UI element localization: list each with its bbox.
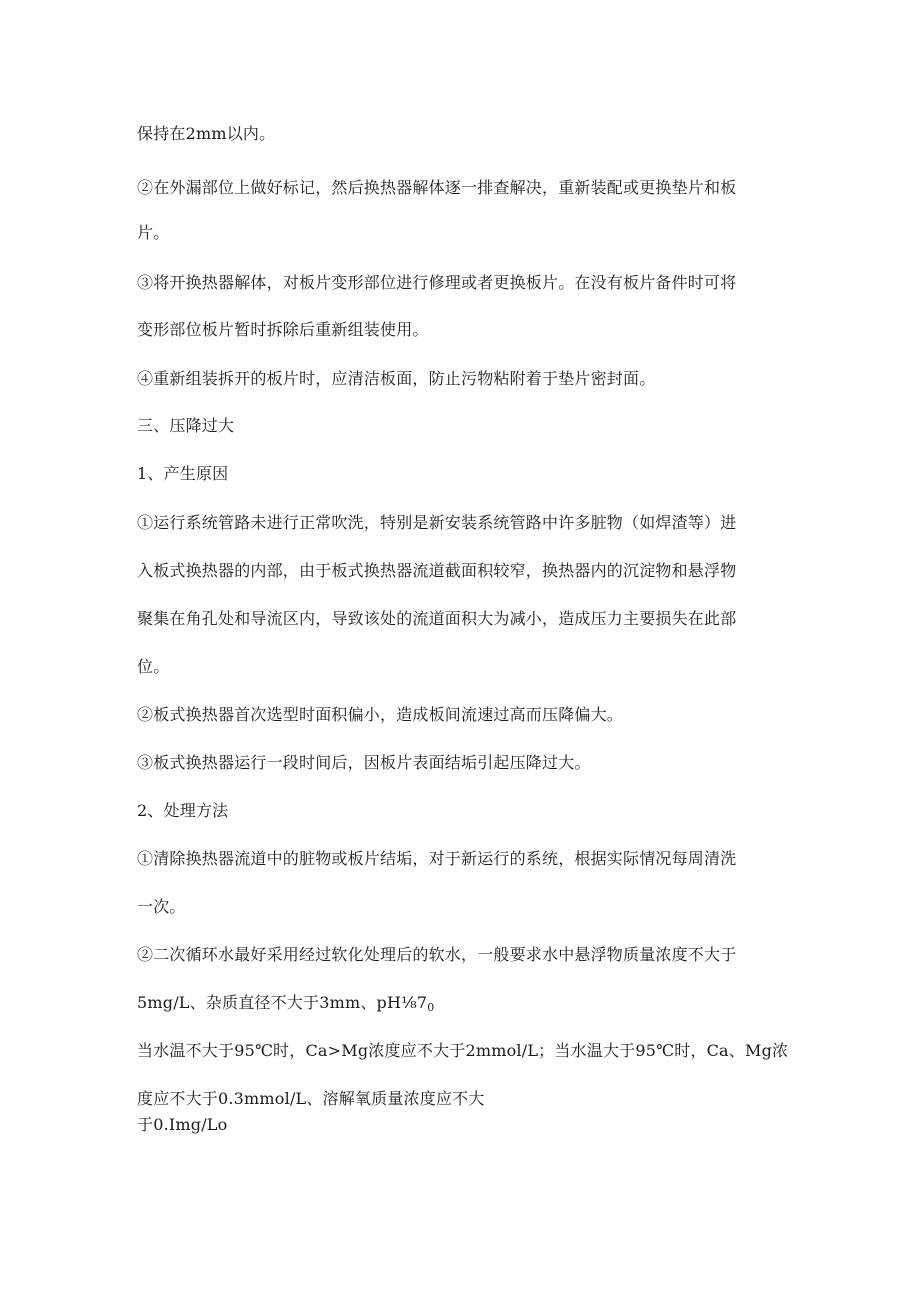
text-line-6: ④重新组装拆开的板片时，应清洁板面，防止污物粘附着于垫片密封面。 <box>137 369 656 388</box>
text-line-13: ②板式换热器首次选型时面积偏小，造成板间流速过高而压降偏大。 <box>137 705 624 724</box>
text-line-4: ③将开换热器解体，对板片变形部位进行修理或者更换板片。在没有板片备件时可将 <box>137 273 737 292</box>
text-line-12: 位。 <box>137 657 170 676</box>
text-line-19-subscript: 0 <box>427 1001 435 1014</box>
subheading-causes: 1、产生原因 <box>137 464 229 483</box>
text-line-16: ①清除换热器流道中的脏物或板片结垢，对于新运行的系统，根据实际情况每周清洗 <box>137 849 737 868</box>
text-line-19-main: 5mg/L、杂质直径不大于3mm、pH⅛7 <box>137 993 428 1012</box>
text-line-21: 度应不大于0.3mmol/L、溶解氧质量浓度应不大 <box>137 1089 485 1108</box>
text-line-22: 于0.Img/Lo <box>137 1115 228 1134</box>
text-line-10: 入板式换热器的内部，由于板式换热器流道截面积较窄，换热器内的沉淀物和悬浮物 <box>137 561 737 580</box>
subheading-methods: 2、处理方法 <box>137 801 229 820</box>
text-line-17: 一次。 <box>137 897 186 916</box>
text-line-11: 聚集在角孔处和导流区内，导致该处的流道面积大为减小，造成压力主要损失在此部 <box>137 609 737 628</box>
text-line-20: 当水温不大于95℃时，Ca>Mg浓度应不大于2mmol/L；当水温大于95℃时，Ca、Mg浓 <box>137 1041 789 1060</box>
text-line-14: ③板式换热器运行一段时间后，因板片表面结垢引起压降过大。 <box>137 753 591 772</box>
text-line-9: ①运行系统管路未进行正常吹洗，特别是新安装系统管路中许多脏物（如焊渣等）进 <box>137 513 737 532</box>
section-heading-3: 三、压降过大 <box>137 416 235 435</box>
text-line-5: 变形部位板片暂时拆除后重新组装使用。 <box>137 320 429 339</box>
text-line-19 <box>137 993 434 1018</box>
text-line-3: 片。 <box>137 223 170 242</box>
text-line-1: 保持在2mm以内。 <box>137 124 276 143</box>
text-line-2: ②在外漏部位上做好标记，然后换热器解体逐一排查解决，重新装配或更换垫片和板 <box>137 178 737 197</box>
text-line-18: ②二次循环水最好采用经过软化处理后的软水，一般要求水中悬浮物质量浓度不大于 <box>137 945 737 964</box>
